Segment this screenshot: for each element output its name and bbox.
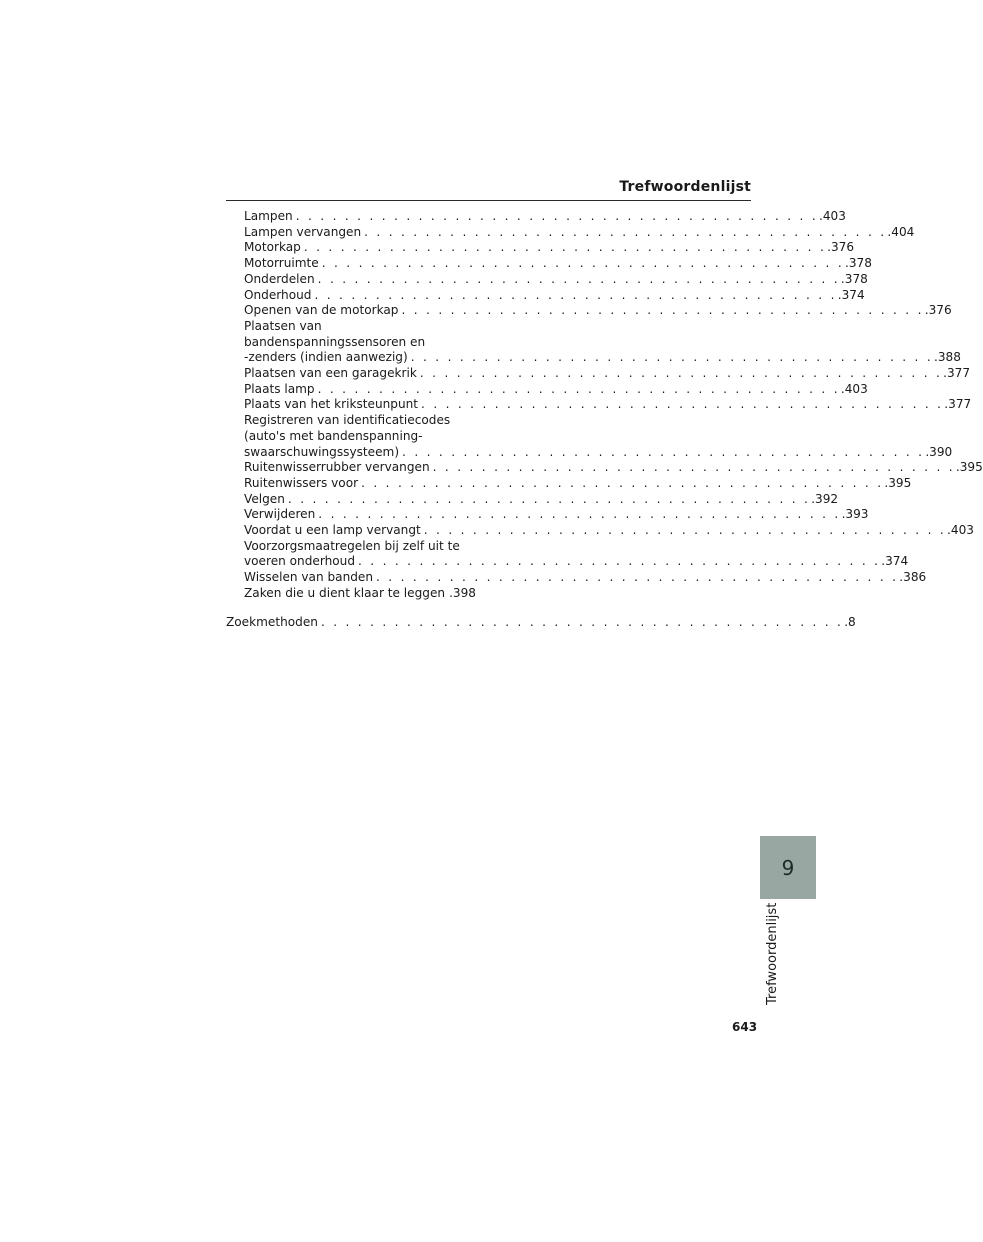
index-entry[interactable] — [244, 475, 912, 492]
chapter-side-label: Trefwoordenlijst — [765, 902, 780, 1005]
index-entry-page: .404 — [887, 224, 915, 239]
index-entry-label-line: (auto's met bandenspanning- — [244, 428, 423, 443]
dot-leader: . . . . . . . . . . . . . . . . . . . . . . . . . . . . . . . . . . . . . . . . . . . — [320, 615, 844, 629]
page-header-title: Trefwoordenlijst — [619, 179, 751, 195]
index-entry-label: Motorkap — [244, 240, 301, 255]
index-entry-page: .378 — [840, 271, 868, 286]
dot-leader: . . . . . . . . . . . . . . . . . . . . . . . . . . . . . . . . . . . . . . . . . . . — [295, 209, 818, 223]
index-entry-label: Motorruimte — [244, 256, 319, 271]
dot-leader: . . . . . . . . . . . . . . . . . . . . . . . . . . . . . . . . . . . . . . . . . . . — [317, 381, 840, 396]
index-entry-page: .403 — [947, 523, 974, 538]
index-entry-page: .374 — [881, 554, 909, 569]
index-entry-page: .398 — [449, 585, 477, 600]
index-entry-page: .374 — [837, 287, 865, 302]
index-entry-label: Onderdelen — [244, 271, 315, 286]
index-entry[interactable] — [244, 240, 855, 256]
index-entry-label: Wisselen van banden — [244, 570, 374, 585]
index-entry-page: .395 — [884, 475, 912, 490]
index-entry-label: -zenders (indien aanwezig) — [244, 350, 408, 365]
index-entry[interactable] — [244, 224, 915, 241]
index-entry-page: .392 — [811, 491, 839, 506]
dot-leader: . . . . . . . . . . . . . . . . . . . . . . . . . . . . . . . . . . . . . . . . . . . — [314, 287, 837, 302]
index-entry-page: .376 — [827, 240, 855, 255]
dot-leader: . . . . . . . . . . . . . . . . . . . . . . . . . . . . . . . . . . . . . . . . . . . — [401, 303, 924, 318]
index-entry[interactable] — [244, 585, 477, 602]
index-entry-page: .393 — [841, 507, 869, 522]
index-entry-label: Verwijderen — [244, 507, 316, 522]
index-entry-label: Plaats lamp — [244, 381, 315, 396]
index-entry-label: Ruitenwissers voor — [244, 475, 359, 490]
index-entry-page: .8 — [844, 615, 856, 629]
index-entry-page: .403 — [818, 209, 846, 223]
chapter-number: 9 — [781, 856, 795, 880]
dot-leader: . . . . . . . . . . . . . . . . . . . . . . . . . . . . . . . . . . . . . . . . . . . — [361, 475, 884, 490]
index-entry-label: Velgen — [244, 491, 285, 506]
index-entry-label-line: Plaatsen van — [244, 318, 322, 333]
index-entry[interactable] — [244, 397, 972, 413]
index-entry-page: .377 — [944, 397, 972, 412]
dot-leader: . . . . . . . . . . . . . . . . . . . . . . . . . . . . . . . . . . . . . . . . . . . — [321, 256, 844, 271]
index-entry[interactable] — [244, 209, 846, 225]
index-entry-page: .403 — [840, 381, 868, 396]
index-entry-label-line: Registreren van identificatiecodes — [244, 413, 451, 428]
index-entry[interactable] — [244, 287, 865, 304]
index-entry[interactable] — [244, 460, 983, 476]
index-entry-label: Zoekmethoden — [226, 615, 318, 629]
dot-leader: . . . . . . . . . . . . . . . . . . . . . . . . . . . . . . . . . . . . . . . . . . . — [423, 523, 947, 538]
dot-leader: . . . . . . . . . . . . . . . . . . . . . . . . . . . . . . . . . . . . . . . . . . . — [432, 460, 955, 475]
index-entry-label: Zaken die u dient klaar te leggen — [244, 585, 446, 600]
dot-leader: . . . . . . . . . . . . . . . . . . . . . . . . . . . . . . . . . . . . . . . . . . . — [287, 491, 811, 506]
index-entry-page: .376 — [924, 303, 952, 318]
page-number: 643 — [732, 1020, 758, 1034]
index-entry-label: swaarschuwingssysteem) — [244, 444, 400, 459]
page-header — [226, 178, 751, 201]
index-entry-page: .395 — [955, 460, 983, 475]
index-entry-page: .388 — [933, 350, 961, 365]
index-entry-label: Lampen vervangen — [244, 224, 362, 239]
dot-leader: . . . . . . . . . . . . . . . . . . . . . . . . . . . . . . . . . . . . . . . . . . . — [421, 397, 944, 412]
index-entry-zoekmethoden[interactable] — [226, 615, 856, 631]
index-entry-label: Voordat u een lamp vervangt — [244, 523, 421, 538]
index-entry-label: Openen van de motorkap — [244, 303, 399, 318]
index-entry-page: .390 — [925, 444, 953, 459]
index-entry[interactable] — [244, 366, 971, 382]
index-entry[interactable] — [244, 538, 909, 570]
index-entry-label: voeren onderhoud — [244, 554, 355, 569]
index-entry-page: .386 — [899, 570, 927, 585]
index-entry[interactable] — [244, 381, 868, 398]
dot-leader: . . . . . . . . . . . . . . . . . . . . . . . . . . . . . . . . . . . . . . . . . . . — [402, 444, 925, 459]
dot-leader: . . . . . . . . . . . . . . . . . . . . . . . . . . . . . . . . . . . . . . . . . . . — [376, 570, 899, 585]
index-entry-label-line: bandenspanningssensoren en — [244, 334, 426, 349]
index-entry-page: .378 — [844, 256, 872, 271]
index-entry-label-line: Voorzorgsmaatregelen bij zelf uit te — [244, 538, 460, 553]
index-entry[interactable] — [244, 303, 952, 319]
index-entry[interactable] — [244, 318, 961, 366]
dot-leader: . . . . . . . . . . . . . . . . . . . . . . . . . . . . . . . . . . . . . . . . . . . — [364, 224, 887, 239]
index-entry-label: Ruitenwisserrubber vervangen — [244, 460, 430, 475]
dot-leader: . . . . . . . . . . . . . . . . . . . . . . . . . . . . . . . . . . . . . . . . . . . — [419, 366, 943, 381]
index-entry-label: Lampen — [244, 209, 293, 223]
index-entry[interactable] — [244, 413, 953, 460]
dot-leader: . . . . . . . . . . . . . . . . . . . . . . . . . . . . . . . . . . . . . . . . . . . — [317, 271, 840, 286]
index-entry[interactable] — [244, 271, 868, 288]
dot-leader: . . . . . . . . . . . . . . . . . . . . . . . . . . . . . . . . . . . . . . . . . . . — [410, 350, 933, 365]
chapter-tab[interactable] — [760, 836, 816, 899]
dot-leader: . . . . . . . . . . . . . . . . . . . . . . . . . . . . . . . . . . . . . . . . . . . — [318, 507, 841, 522]
index-subentry-list — [244, 209, 983, 602]
index-entry-label: Plaatsen van een garagekrik — [244, 366, 417, 381]
index-entry[interactable] — [244, 507, 869, 523]
dot-leader: . . . . . . . . . . . . . . . . . . . . . . . . . . . . . . . . . . . . . . . . . . . — [303, 240, 827, 255]
index-entry[interactable] — [244, 523, 974, 539]
index-entry-label: Plaats van het kriksteunpunt — [244, 397, 419, 412]
index-entry[interactable] — [244, 256, 872, 272]
index-entry-page: .377 — [943, 366, 971, 381]
index-entry-label: Onderhoud — [244, 287, 312, 302]
dot-leader: . . . . . . . . . . . . . . . . . . . . . . . . . . . . . . . . . . . . . . . . . . . — [358, 554, 881, 569]
index-entry[interactable] — [244, 491, 839, 508]
index-entry[interactable] — [244, 570, 927, 586]
